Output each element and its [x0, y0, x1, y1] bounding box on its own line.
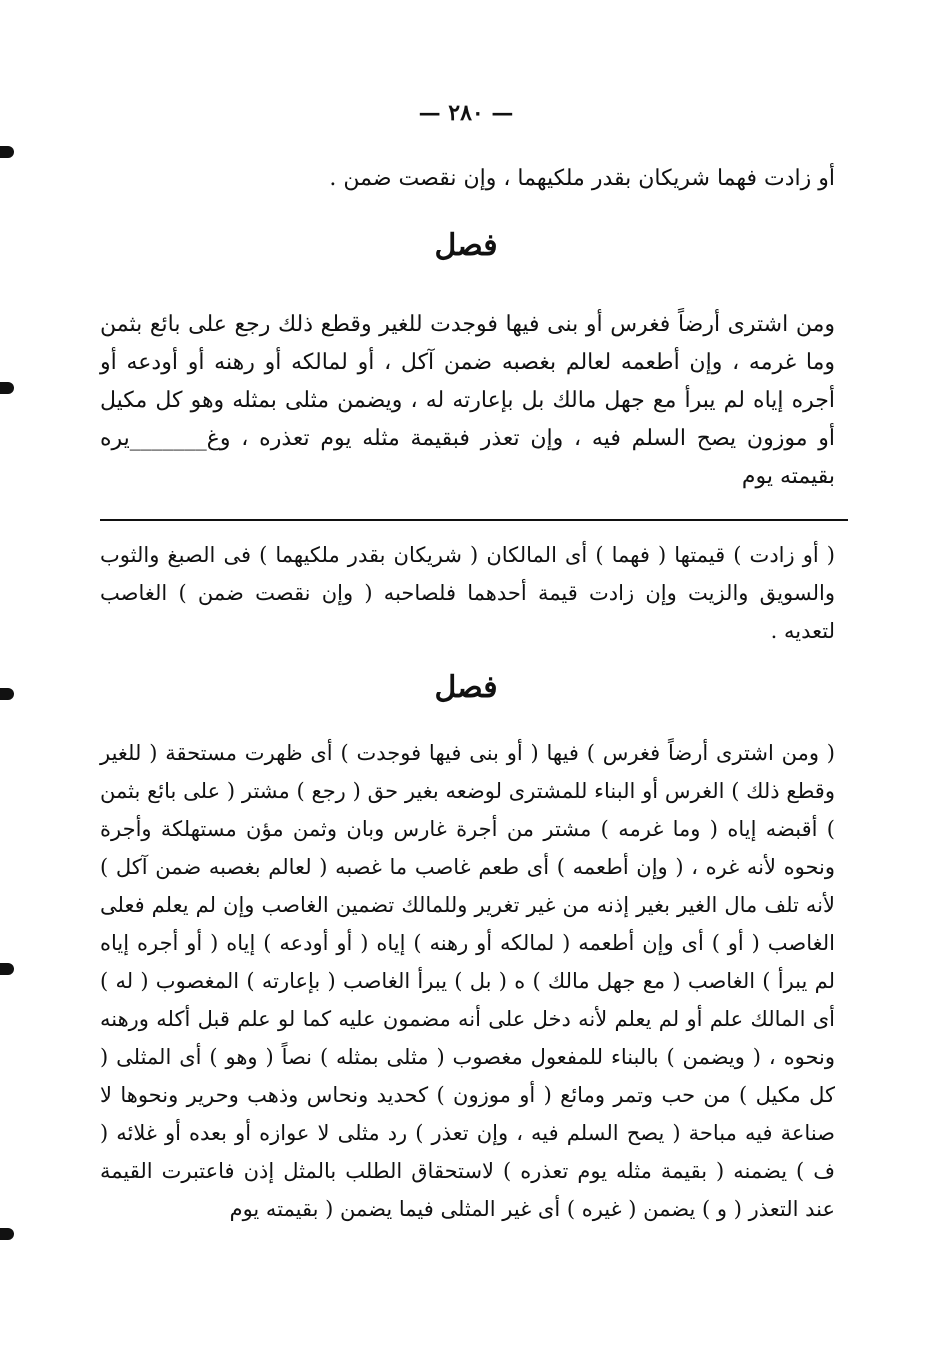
matn-opening-text: أو زادت فهما شريكان بقدر ملكيهما ، وإن نقصت ضمن .	[329, 166, 835, 191]
sharh-section-heading: فصل	[434, 670, 498, 705]
sharh-paragraph-2-text: ( ومن اشترى أرضاً فغرس ) فيها ( أو بنى فيها فوجدت ) أى ظهرت مستحقة ( للغير وقطع ذلك ) الغرس أو البناء للمشترى لوضعه بغير حق ( رجع ) مشتر ( على بائع بثمن ) أقبضه إياه ( وما غرمه ) مشتر من أجرة غارس وبان وثمن مؤن مستهلكة وأجرة ونحوه لأنه غره ، ( وإن أطعمه ) أى طعم غاصب ما غصبه ( لعالم بغصبه ضمن آكل ) لأنه تلف مال الغير بغير إذنه من غير تغرير وللمالك تضمين الغاصب وإن لم يعلم فعلى الغاصب ( أو ) أى وإن أطعمه ( لمالكه أو رهنه ) إياه ( أو أودعه ) إياه ( أو أجره إياه لم يبرأ ) الغاصب ( مع جهل مالك ) ه ( بل ) يبرأ الغاصب ( بإعارته ) المغصوب ( له ) أى المالك علم أو لم يعلم لأنه دخل على أنه مضمون عليه كما لو علم قبل أكله ورهنه ونحوه ، ( ويضمن ) بالبناء للمفعول مغصوب ( مثلى بمثله ) نصاً ( وهو ) أى المثلى ( كل مكيل ) من حب وتمر ومائع ( أو موزون ) كحديد ونحاس وذهب وحرير ونحوها لا صناعة فيه مباحة ( يصح السلم فيه ، وإن تعذر ) رد مثلى لا عوازه أو بعده أو غلائه ( ف ) يضمنه ( بقيمة مثله يوم تعذره ) لاستحقاق الطلب بالمثل إذن فاعتبرت القيمة عند التعذر ( و ) يضمن ( غيره ) أى غير المثلى فيما يضمن ( بقيمته يوم	[100, 741, 836, 1221]
page-number: — ٢٨٠ —	[418, 100, 514, 126]
binding-hole-mark	[0, 1228, 14, 1240]
matn-section-heading: فصل	[434, 228, 498, 263]
binding-hole-mark	[0, 963, 14, 975]
sharh-paragraph-1	[100, 536, 835, 650]
binding-hole-mark	[0, 146, 14, 158]
matn-paragraph	[100, 306, 835, 496]
binding-hole-mark	[0, 382, 14, 394]
sharh-paragraph-2	[100, 734, 835, 1228]
matn-opening-line	[100, 160, 835, 198]
footnote-divider	[100, 519, 848, 521]
sharh-paragraph-1-text: ( أو زادت ) قيمتها ( فهما ) أى المالكان ( شريكان بقدر ملكيهما ) فى الصبغ والثوب والسويق والزيت وإن زادت قيمة أحدهما فلصاحبه ( وإن نقصت ضمن ) الغاصب لتعديه .	[100, 543, 835, 643]
matn-paragraph-text: ومن اشترى أرضاً فغرس أو بنى فيها فوجدت للغير وقطع ذلك رجع على بائع بثمن وما غرمه ، وإن أطعمه لعالم بغصبه ضمن آكل ، أو لمالكه أو رهنه أو أودعه أو أجره إياه لم يبرأ مع جهل مالك بل بإعارته له ، ويضمن مثلى بمثله وهو كل مكيل أو موزون يصح السلم فيه ، وإن تعذر فبقيمة مثله يوم تعذره ، وغ_______يره بقيمته يوم	[100, 312, 835, 489]
